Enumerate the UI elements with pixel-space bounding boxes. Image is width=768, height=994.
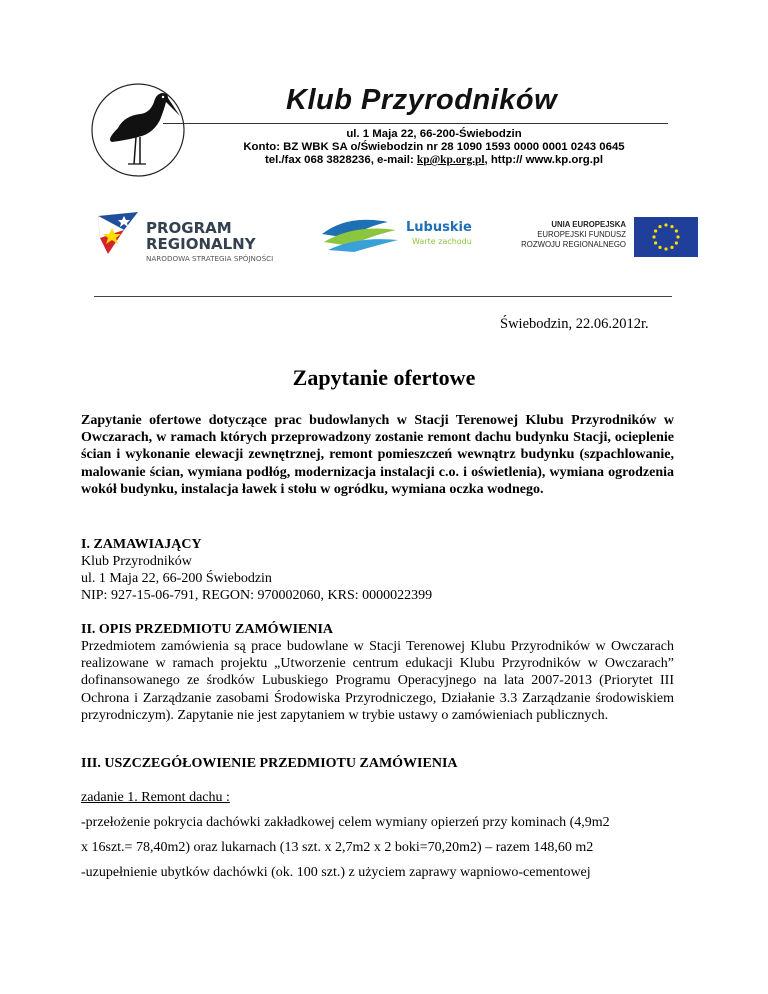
section2-heading: II. OPIS PRZEDMIOTU ZAMÓWIENIA [81,622,334,637]
address-line: ul. 1 Maja 22, 66-200-Świebodzin [346,128,522,140]
eu-text-block [500,220,626,250]
section1-line1: Klub Przyrodników [81,554,192,569]
task1-line1: -przełożenie pokrycia dachówki zakładkowej celem wymiany opierzeń przy kominach (4,9m2 [81,815,610,830]
program-line2: REGIONALNY [146,235,256,253]
document-title: Zapytanie ofertowe [292,365,476,390]
lubuskie-name: Lubuskie [406,220,472,235]
task1-line3: -uzupełnienie ubytków dachówki (ok. 100 szt.) z użyciem zaprawy wapniowo-cementowej [81,865,591,880]
section1-line3: NIP: 927-15-06-791, REGON: 970002060, KRS: 0000022399 [81,588,433,603]
separator-line [94,296,672,297]
contact-prefix: tel./fax 068 3828236, e-mail: [264,154,417,166]
email-link[interactable]: kp@kp.org.pl [416,154,485,166]
header-rule [163,123,668,124]
stork-logo [88,80,188,180]
task1-heading: zadanie 1. Remont dachu : [81,790,230,805]
eu-line1: UNIA EUROPEJSKA [551,220,626,229]
lubuskie-slogan: Warte zachodu [412,237,472,246]
intro-paragraph: Zapytanie ofertowe dotyczące prac budowlanych w Stacji Terenowej Klubu Przyrodników w Owczarach, w ramach których przeprowadzony zostanie remont dachu budynku Stacji, ocieplenie ścian i wykonanie elewacji zewnętrznej, remont pomieszczeń wewnątrz budynku (szpachlowanie, malowanie ścian, wymiana podłóg, modernizacja instalacji c.o. i oświetlenia), wymiana ogrodzenia wokół budynku, instalacja ławek i stołu w ogródku, wymiana oczka wodnego. [81,413,674,497]
eu-flag-icon [634,217,698,257]
program-regionalny-icon [94,208,142,256]
contact-suffix: , http:// www.kp.org.pl [484,154,604,166]
club-name: Klub Przyrodników [286,84,558,116]
contact-line [174,154,694,167]
section1-line2: ul. 1 Maja 22, 66-200 Świebodzin [81,571,272,586]
section3-heading: III. USZCZEGÓŁOWIENIE PRZEDMIOTU ZAMÓWIENIA [81,756,458,771]
eu-line3: ROZWOJU REGIONALNEGO [521,240,626,249]
account-line: Konto: BZ WBK SA o/Świebodzin nr 28 1090 1593 0000 0001 0243 0645 [243,141,625,153]
section1-heading: I. ZAMAWIAJĄCY [81,537,202,552]
document-date: Świebodzin, 22.06.2012r. [500,316,649,332]
section2-paragraph: Przedmiotem zamówienia są prace budowlane w Stacji Terenowej Klubu Przyrodników w Owczarach realizowane w ramach projektu „Utworzenie centrum edukacji Klubu Przyrodników w Owczarach” dofinansowanego ze środków Lubuskiego Programu Operacyjnego na lata 2007-2013 (Priorytet III Ochrona i Zarządzanie zasobami Środowiska Przyrodniczego, Działanie 3.3 Zarządzanie środowiskiem przyrodniczym). Zapytanie nie jest zapytaniem w trybie ustawy o zamówieniach publicznych. [81,639,674,723]
eu-line2: EUROPEJSKI FUNDUSZ [537,230,626,239]
lubuskie-logo-icon [318,212,402,256]
task1-line2: x 16szt.= 78,40m2) oraz lukarnach (13 szt. x 2,7m2 x 2 boki=70,20m2) – razem 148,60 m2 [81,840,594,855]
program-line1: PROGRAM [146,219,232,237]
program-line3: NARODOWA STRATEGIA SPÓJNOŚCI [146,254,274,263]
